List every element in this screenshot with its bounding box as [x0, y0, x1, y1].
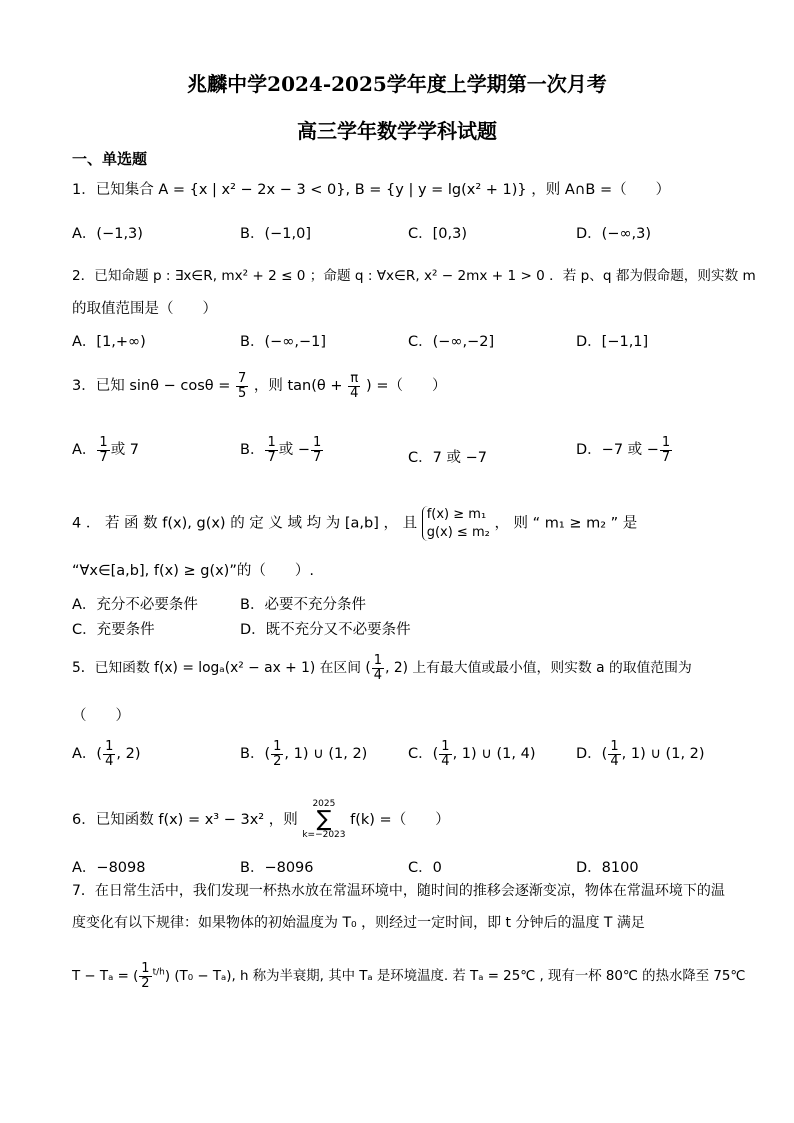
q3-middle: ，则 tan(θ + — [253, 378, 343, 395]
q3-fraction-pi-4 — [348, 372, 360, 400]
q3-prefix: 3．已知 sinθ − cosθ = — [72, 378, 231, 395]
q5-option-a: A．( $\frac{1}{4}$ , 2) — [72, 739, 141, 769]
frac-num: π — [348, 372, 360, 387]
frac-num: 1 — [99, 435, 108, 450]
fraction — [139, 962, 151, 990]
q1-option-b: B．(−1,0] — [240, 226, 311, 242]
option-tail: , 2) — [116, 746, 141, 763]
q7-line2: 度变化有以下规律：如果物体的初始温度为 T₀ ，则经过一定时间，即 t 分钟后的温度 T 满足 — [72, 915, 645, 931]
fraction — [372, 654, 384, 682]
fraction — [271, 740, 283, 768]
q5-option-d: D．( $\frac{1}{4}$ , 1) ∪ (1, 2) — [576, 739, 705, 769]
q1-stem: 1．已知集合 A = {x | x² − 2x − 3 < 0}, B = {y | y = lg(x² + 1)} ，则 A∩B =（ ） — [72, 182, 671, 198]
frac-num: 1 — [273, 739, 282, 754]
sum-lower: k=−2023 — [302, 830, 346, 840]
frac-num: 1 — [373, 653, 383, 668]
option-label: B． — [240, 746, 265, 763]
q3-option-c: C．7 或 −7 — [408, 450, 487, 466]
frac-den: 4 — [610, 753, 619, 769]
q4-option-d: D．既不充分又不必要条件 — [240, 622, 411, 638]
q2-option-c: C．(−∞,−2] — [408, 334, 495, 350]
q6-option-a: A．−8098 — [72, 860, 146, 876]
q3-fraction-7-5 — [236, 372, 248, 400]
frac-num: 1 — [441, 739, 450, 754]
q6-stem — [72, 800, 722, 840]
q3-option-d — [576, 436, 673, 464]
frac-den: 2 — [273, 753, 282, 769]
frac-den: 7 — [99, 449, 108, 465]
q7-line3 — [72, 961, 746, 991]
option-tail: , 1) ∪ (1, 4) — [452, 746, 536, 763]
frac-num: 1 — [661, 435, 671, 450]
q4-system-row1: f(x) ≥ m₁ — [426, 507, 487, 522]
frac-den: 4 — [373, 667, 383, 683]
option-label: A． — [72, 746, 97, 763]
option-label: A． — [72, 442, 97, 459]
frac-num: 1 — [267, 435, 276, 450]
option-tail: , 1) ∪ (1, 2) — [621, 746, 705, 763]
exponent: t/h — [152, 967, 165, 978]
fraction — [660, 436, 672, 464]
q4-option-a: A．充分不必要条件 — [72, 597, 198, 613]
option-head: D．−7 或 − — [576, 442, 659, 459]
frac-num: 1 — [313, 435, 322, 450]
frac-den: 5 — [237, 385, 247, 401]
q4-system-row2: g(x) ≤ m₂ — [426, 524, 490, 540]
fraction — [608, 740, 620, 768]
q6-stem-a: 6．已知函数 f(x) = x³ − 3x² ，则 — [72, 812, 298, 828]
sum-upper: 2025 — [312, 799, 336, 809]
q4-option-c: C．充要条件 — [72, 622, 155, 638]
option-label: C． — [408, 746, 433, 763]
exam-subtitle: 高三学年数学学科试题 — [297, 119, 497, 143]
frac-den: 7 — [661, 449, 671, 465]
q2-option-a: A．[1,+∞) — [72, 334, 146, 350]
q7-line3-b: ) (T₀ − Tₐ), h 称为半衰期, 其中 Tₐ 是环境温度. 若 Tₐ = 25℃ , 现有一杯 80℃ 的热水降至 75℃ — [164, 969, 746, 985]
q1-option-a: A．(−1,3) — [72, 226, 143, 242]
sigma-icon: ∑ — [316, 807, 332, 832]
q4-line1-a: 4 ． 若 函 数 f(x), g(x) 的 定 义 域 均 为 [a,b] ， 且 — [72, 515, 418, 532]
q6-option-b: B．−8096 — [240, 860, 314, 876]
option-label: D． — [576, 746, 602, 763]
q6-option-c: C．0 — [408, 860, 442, 876]
q5-line1-b: , 2) 上有最大值或最小值，则实数 a 的取值范围为 — [385, 660, 692, 677]
option-tail: 或 7 — [110, 442, 140, 459]
q4-line1 — [72, 506, 722, 541]
frac-den: 4 — [105, 753, 114, 769]
q1-option-c: C．[0,3) — [408, 226, 467, 242]
q5-line1-a: 5．已知函数 f(x) = logₐ(x² − ax + 1) 在区间 ( — [72, 660, 371, 677]
q3-stem — [72, 372, 722, 400]
q5-line1 — [72, 654, 722, 682]
fraction — [265, 436, 277, 464]
fraction — [439, 740, 451, 768]
q4-line2: “∀x∈[a,b], f(x) ≥ g(x)”的（ ）. — [72, 563, 314, 579]
option-tail: , 1) ∪ (1, 2) — [284, 746, 368, 763]
frac-den: 4 — [441, 753, 450, 769]
q4-system — [422, 506, 490, 541]
summation — [302, 800, 345, 840]
exam-title: 兆麟中学2024-2025学年度上学期第一次月考 — [187, 72, 607, 96]
frac-num: 1 — [610, 739, 619, 754]
option-label: B． — [240, 442, 265, 459]
fraction — [311, 436, 323, 464]
q7-line1: 7．在日常生活中，我们发现一杯热水放在常温环境中，随时间的推移会逐渐变凉，物体在常温环境下的温 — [72, 883, 725, 899]
section-heading: 一、单选题 — [72, 150, 148, 168]
q2-option-d: D．[−1,1] — [576, 334, 649, 350]
q5-option-c: C．( $\frac{1}{4}$ , 1) ∪ (1, 4) — [408, 739, 536, 769]
q1-option-d: D．(−∞,3) — [576, 226, 652, 242]
q2-stem-line1: 2．已知命题 p : ∃x∈R, mx² + 2 ≤ 0 ；命题 q : ∀x∈R, x² − 2mx + 1 > 0 ．若 p、q 都为假命题，则实数 m — [72, 268, 756, 284]
fraction — [97, 436, 109, 464]
q6-stem-b: f(k) =（ ） — [350, 812, 450, 828]
q2-option-b: B．(−∞,−1] — [240, 334, 326, 350]
q3-option-b — [240, 436, 324, 464]
fraction — [103, 740, 115, 768]
frac-den: 7 — [313, 449, 322, 465]
frac-num: 7 — [237, 371, 247, 386]
q5-line2: （ ） — [72, 708, 130, 724]
q4-line1-b: ， 则 “ m₁ ≥ m₂ ” 是 — [494, 515, 638, 532]
option-mid: 或 − — [278, 442, 310, 459]
q5-option-b: B．( $\frac{1}{2}$ , 1) ∪ (1, 2) — [240, 739, 368, 769]
frac-den: 2 — [141, 975, 150, 991]
q3-suffix: ) =（ ） — [366, 378, 447, 395]
q3-option-a — [72, 436, 139, 464]
q6-option-d: D．8100 — [576, 860, 639, 876]
q2-stem-line2: 的取值范围是（ ） — [72, 301, 217, 317]
frac-den: 7 — [267, 449, 276, 465]
q4-option-b: B．必要不充分条件 — [240, 597, 366, 613]
frac-num: 1 — [105, 739, 114, 754]
q7-line3-a: T − Tₐ = ( — [72, 969, 139, 985]
frac-den: 4 — [350, 385, 359, 401]
frac-num: 1 — [141, 961, 150, 976]
